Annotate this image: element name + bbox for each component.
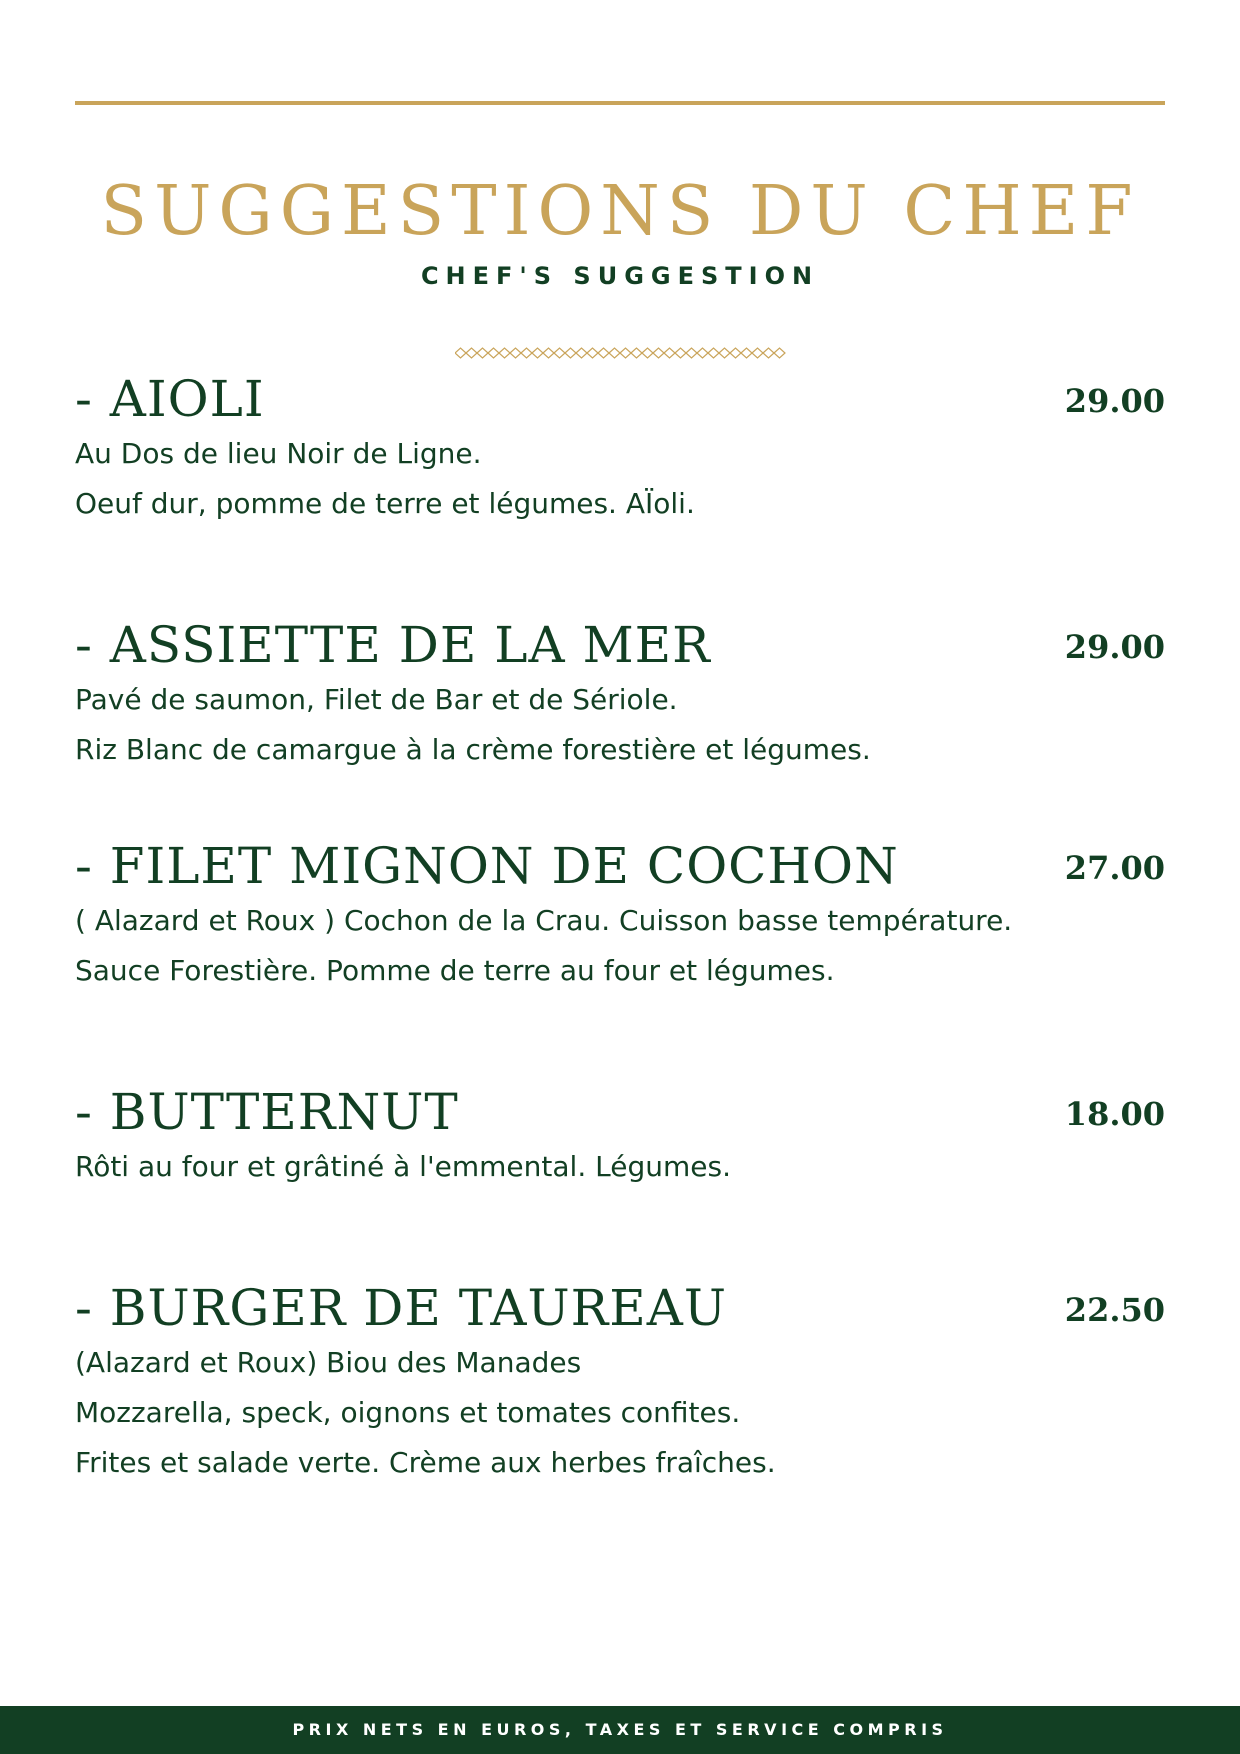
- menu-item-name: - BURGER DE TAUREAU: [75, 1279, 728, 1337]
- diamond-shape: [587, 348, 598, 358]
- menu-item-description: Riz Blanc de camargue à la crème forestière et légumes.: [75, 733, 871, 766]
- diamond-shape: [510, 348, 521, 358]
- menu-item-filet-mignon-de-cochon: [75, 836, 1165, 996]
- menu-item-description: Oeuf dur, pomme de terre et légumes. AÏoli.: [75, 487, 695, 520]
- menu-item-description: ( Alazard et Roux ) Cochon de la Crau. Cuisson basse température.: [75, 904, 1013, 937]
- diamond-shape: [532, 348, 543, 358]
- diamond-shape: [609, 348, 620, 358]
- diamond-shape: [576, 348, 587, 358]
- diamond-shape: [741, 348, 752, 358]
- menu-item-name: - FILET MIGNON DE COCHON: [75, 837, 899, 895]
- menu-item-name: - AIOLI: [75, 370, 265, 428]
- diamond-shape: [598, 348, 609, 358]
- diamond-shape: [488, 348, 499, 358]
- diamond-shape: [455, 348, 466, 358]
- diamond-shape: [675, 348, 686, 358]
- diamond-ornament-icon: [455, 347, 786, 359]
- diamond-shape: [730, 348, 741, 358]
- diamond-shape: [708, 348, 719, 358]
- diamond-shape: [642, 348, 653, 358]
- menu-item-description: Au Dos de lieu Noir de Ligne.: [75, 437, 482, 470]
- menu-item-name: - BUTTERNUT: [75, 1083, 459, 1141]
- diamond-shape: [521, 348, 532, 358]
- top-divider-line: [75, 101, 1165, 105]
- diamond-shape: [697, 348, 708, 358]
- diamond-shape: [752, 348, 763, 358]
- menu-item-description: Frites et salade verte. Crème aux herbes fraîches.: [75, 1446, 776, 1479]
- menu-item-price: 29.00: [1064, 628, 1165, 666]
- footer-note: PRIX NETS EN EUROS, TAXES ET SERVICE COMPRIS: [292, 1720, 948, 1739]
- diamond-shape: [653, 348, 664, 358]
- menu-item-assiette-de-la-mer: [75, 615, 1165, 775]
- diamond-shape: [686, 348, 697, 358]
- menu-item-description: Mozzarella, speck, oignons et tomates confites.: [75, 1396, 741, 1429]
- menu-item-description: Pavé de saumon, Filet de Bar et de Sériole.: [75, 683, 678, 716]
- diamond-shape: [631, 348, 642, 358]
- menu-item-price: 22.50: [1064, 1291, 1165, 1329]
- page-subtitle: CHEF'S SUGGESTION: [420, 262, 820, 290]
- diamond-shape: [719, 348, 730, 358]
- diamond-shape: [477, 348, 488, 358]
- menu-item-name: - ASSIETTE DE LA MER: [75, 616, 711, 674]
- diamond-shape: [664, 348, 675, 358]
- menu-item-price: 18.00: [1064, 1095, 1165, 1133]
- diamond-shape: [466, 348, 477, 358]
- menu-item-price: 27.00: [1064, 849, 1165, 887]
- diamond-shape: [565, 348, 576, 358]
- menu-item-description: Sauce Forestière. Pomme de terre au four et légumes.: [75, 954, 835, 987]
- menu-item-description: (Alazard et Roux) Biou des Manades: [75, 1346, 582, 1379]
- page-title: SUGGESTIONS DU CHEF: [100, 172, 1140, 251]
- diamond-shape: [499, 348, 510, 358]
- diamond-shape: [774, 348, 785, 358]
- diamond-shape: [620, 348, 631, 358]
- diamond-shape: [543, 348, 554, 358]
- menu-item-burger-de-taureau: [75, 1278, 1165, 1488]
- menu-item-description: Rôti au four et grâtiné à l'emmental. Légumes.: [75, 1150, 731, 1183]
- diamond-shape: [554, 348, 565, 358]
- footer-bar: [0, 1706, 1240, 1754]
- diamond-shape: [763, 348, 774, 358]
- menu-item-price: 29.00: [1064, 382, 1165, 420]
- menu-item-aioli: [75, 369, 1165, 529]
- menu-item-butternut: [75, 1082, 1165, 1192]
